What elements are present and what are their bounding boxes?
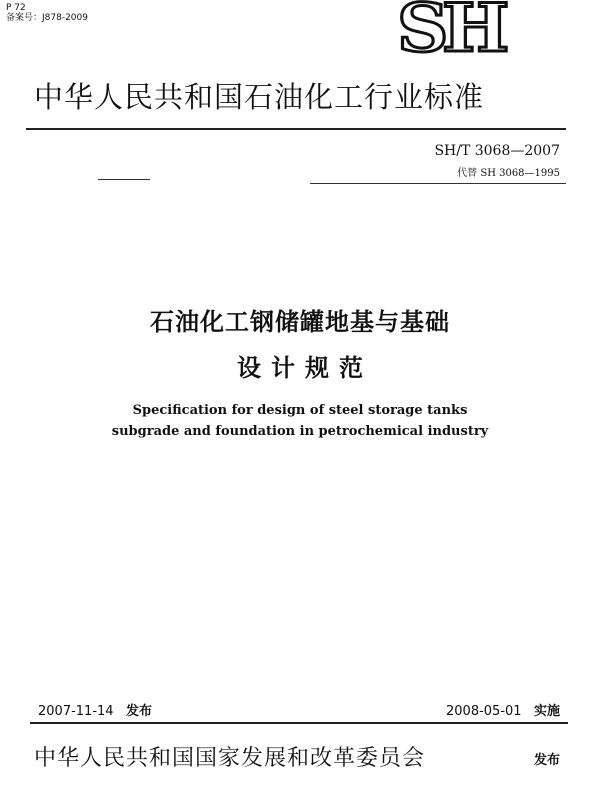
standard-code: SH/T 3068—2007 [434, 143, 560, 159]
sh-logo: SH [397, 0, 503, 67]
implement-date: 2008-05-01 [446, 704, 522, 719]
document-title-en-line2: subgrade and foundation in petrochemical industry [111, 424, 489, 439]
short-divider [98, 179, 150, 180]
bottom-divider [30, 722, 568, 724]
code-divider [310, 183, 566, 184]
standard-category-title: 中华人民共和国石油化工行业标准 [34, 80, 485, 114]
issue-date: 2007-11-14 [38, 704, 114, 719]
top-divider [26, 128, 566, 130]
issue-date-block [38, 700, 152, 719]
document-title-en-line1: Specification for design of steel storage tanks [132, 403, 468, 418]
replaces-note: 代替 SH 3068—1995 [457, 168, 560, 179]
implement-label: 实施 [533, 704, 560, 719]
publish-label: 发布 [533, 753, 560, 768]
document-title-zh-line1: 石油化工钢储罐地基与基础 [150, 308, 450, 336]
implement-date-block [446, 700, 560, 719]
document-title-zh-line2: 设计规范 [237, 354, 373, 382]
record-number: 备案号：J878-2009 [6, 13, 88, 23]
issuing-agency: 中华人民共和国国家发展和改革委员会 [34, 746, 426, 771]
classification-code: P 72 [6, 3, 26, 13]
issue-label: 发布 [125, 704, 152, 719]
